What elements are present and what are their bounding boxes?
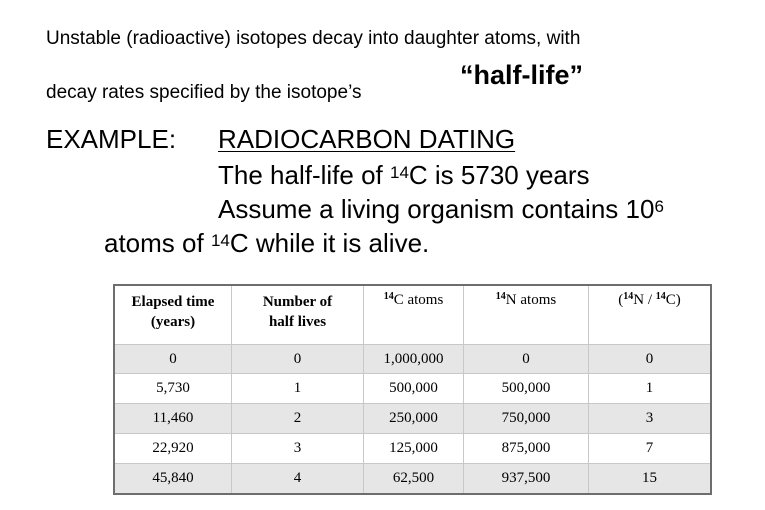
cell-n14: 0 [464, 345, 589, 374]
atoms-statement [104, 228, 429, 258]
decay-table [113, 284, 712, 495]
header-ratio-middle: N / [633, 292, 656, 308]
cell-elapsed: 11,460 [114, 404, 232, 434]
cell-c14: 1,000,000 [364, 345, 464, 374]
cell-n14: 937,500 [464, 464, 589, 495]
half-life-statement [218, 160, 590, 190]
example-label: EXAMPLE: [46, 124, 177, 154]
cell-half-lives: 4 [232, 464, 364, 495]
assumption-statement [218, 194, 664, 224]
cell-c14: 125,000 [364, 434, 464, 464]
cell-ratio: 1 [589, 374, 712, 404]
half-life-emphasis: “half-life” [460, 60, 584, 90]
intro-line-2: decay rates specified by the isotope’s [46, 82, 362, 103]
assumption-exponent: 6 [654, 197, 664, 216]
half-life-suffix: C is 5730 years [408, 160, 590, 190]
cell-c14: 62,500 [364, 464, 464, 495]
intro-line-1: Unstable (radioactive) isotopes decay into daughter atoms, with [46, 28, 581, 49]
cell-ratio: 7 [589, 434, 712, 464]
header-ratio-superscript-n: 14 [623, 291, 634, 302]
example-heading: RADIOCARBON DATING [218, 124, 516, 154]
table-row [114, 345, 711, 374]
cell-n14: 750,000 [464, 404, 589, 434]
cell-n14: 500,000 [464, 374, 589, 404]
table-row [114, 374, 711, 404]
table-row [114, 464, 711, 495]
cell-half-lives: 2 [232, 404, 364, 434]
header-c14-atoms [364, 285, 464, 345]
header-c14-label: C atoms [393, 292, 444, 308]
header-n14-label: N atoms [505, 292, 557, 308]
cell-c14: 500,000 [364, 374, 464, 404]
header-elapsed-label: Elapsed time [131, 294, 215, 310]
cell-elapsed: 45,840 [114, 464, 232, 495]
half-life-superscript: 14 [389, 163, 409, 182]
cell-elapsed: 5,730 [114, 374, 232, 404]
header-half-lives-label: half lives [268, 314, 327, 330]
header-elapsed-time [114, 285, 232, 345]
atoms-suffix: C while it is alive. [229, 228, 430, 258]
cell-half-lives: 3 [232, 434, 364, 464]
cell-ratio: 3 [589, 404, 712, 434]
cell-ratio: 15 [589, 464, 712, 495]
atoms-superscript: 14 [210, 231, 230, 250]
header-c14-superscript: 14 [383, 291, 394, 302]
header-half-lives [232, 285, 364, 345]
cell-ratio: 0 [589, 345, 712, 374]
header-ratio-superscript-c: 14 [655, 291, 666, 302]
cell-half-lives: 1 [232, 374, 364, 404]
table-row [114, 434, 711, 464]
cell-half-lives: 0 [232, 345, 364, 374]
half-life-prefix: The half-life of [218, 160, 390, 190]
table-header-row [114, 285, 711, 345]
header-elapsed-unit: (years) [150, 314, 196, 330]
cell-elapsed: 0 [114, 345, 232, 374]
atoms-prefix: atoms of [104, 228, 211, 258]
header-number-label: Number of [262, 294, 333, 310]
header-n14-atoms [464, 285, 589, 345]
assumption-prefix: Assume a living organism contains 10 [218, 194, 655, 224]
cell-elapsed: 22,920 [114, 434, 232, 464]
cell-n14: 875,000 [464, 434, 589, 464]
table-row [114, 404, 711, 434]
header-ratio [589, 285, 712, 345]
header-n14-superscript: 14 [495, 291, 506, 302]
header-ratio-close: C) [665, 292, 681, 308]
header-ratio-open: ( [618, 292, 624, 308]
cell-c14: 250,000 [364, 404, 464, 434]
